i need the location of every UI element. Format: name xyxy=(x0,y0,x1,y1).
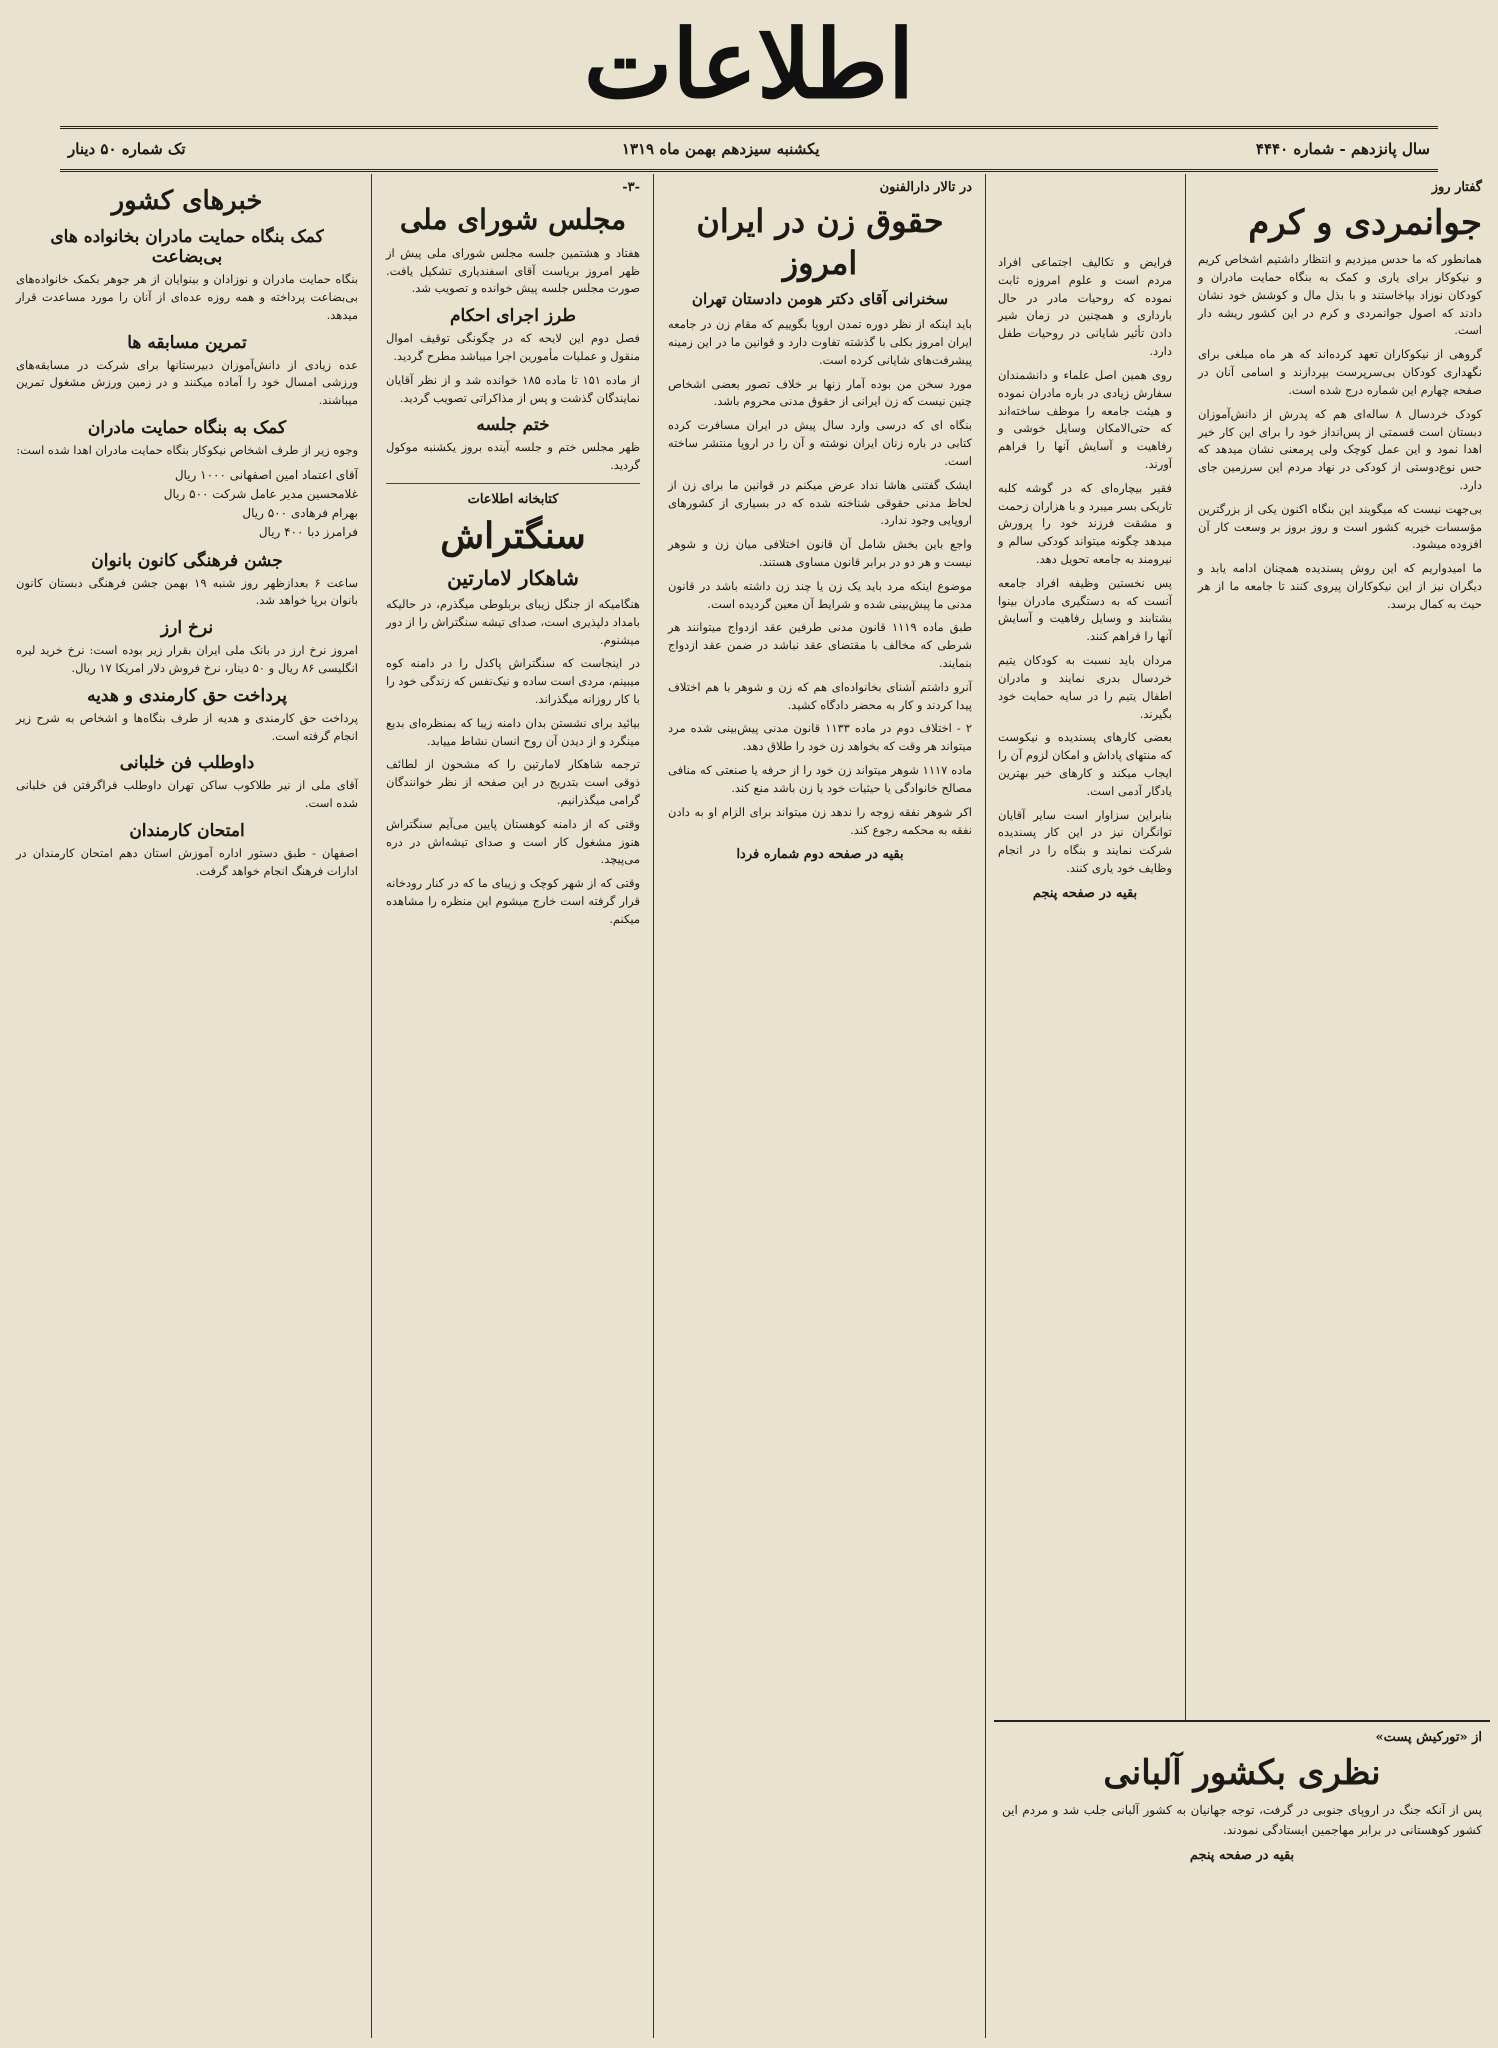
issue-price: تک شماره ۵۰ دینار xyxy=(68,140,186,158)
news-item-text: وجوه زیر از طرف اشخاص نیکوکار بنگاه حمایت مادران اهدا شده است: xyxy=(16,442,358,457)
column-rule xyxy=(985,174,986,2038)
news-item-title: کمک به بنگاه حمایت مادران xyxy=(87,417,287,438)
majlis-paragraph: هفتاد و هشتمین جلسه مجلس شورای ملی پیش از ظهر امروز بریاست آقای اسفندیاری تشکیل یافت. صورت مجلس جلسه پیش خوانده و تصویب شد. xyxy=(386,245,640,296)
news-item-text: ساعت ۶ بعدازظهر روز شنبه ۱۹ بهمن جشن فرهنگی دبستان کانون بانوان برپا خواهد شد. xyxy=(16,575,359,608)
story-paragraph: وقتی که از شهر کوچک و زیبای ما که در کنار رودخانه قرار گرفته است خارج میشوم این منظره را مشاهده میکنم. xyxy=(386,876,640,926)
majlis-headline: مجلس شورای ملی xyxy=(399,203,627,236)
editorial-paragraph: فرایض و تکالیف اجتماعی افراد مردم است و علوم امروزه ثابت نموده که روحیات مادر در حال بارداری و همچنین در زمان شیر دادن تأثیر شایانی در روحیات طفل دارد. xyxy=(998,255,1172,359)
editorial-paragraph: بنابراین سزاوار است سایر آقایان توانگران نیز در این کار پسندیده شرکت نمایند و بنگاه را در انجام وظایف خود یاری کنند. xyxy=(998,807,1172,875)
majlis-column xyxy=(378,174,648,2040)
albania-article xyxy=(994,1720,1490,2040)
news-item-title: نرخ ارز xyxy=(160,618,214,639)
news-headline: خبرهای کشور xyxy=(111,186,263,216)
news-item-title: پرداخت حق کارمندی و هدیه xyxy=(87,685,287,706)
news-item-title: تمرین مسابقه ها xyxy=(127,332,247,353)
story-headline: سنگتراش xyxy=(440,515,586,558)
donation-list xyxy=(16,466,358,543)
story-paragraph: بیائید برای نشستن بدان دامنه زیبا که بمنظره‌ای بدیع مینگرد و از دیدن آن روح انسان نشاط مییابد. xyxy=(386,715,640,748)
news-item-title: جشن فرهنگی کانون بانوان xyxy=(91,550,283,571)
lecture-paragraph: باید اینکه از نظر دوره تمدن اروپا بگوییم که مقام زن در جامعه ایران امروز بکلی با گذشته تفاوت دارد و قوانین ما در این زمینه پیشرفت‌های شایانی کرده است. xyxy=(668,317,972,367)
continued-note: بقیه در صفحه دوم شماره فردا xyxy=(736,847,904,863)
news-column xyxy=(8,174,366,2040)
news-item-text: عده زیادی از دانش‌آموزان دبیرستانها برای شرکت در مسابقه‌های ورزشی امسال خود را آماده میکنند و در زمین ورزش مشغول تمرین میباشند. xyxy=(16,357,358,408)
lecture-paragraph: ماده ۱۱۱۷ شوهر میتواند زن خود را از حرفه یا صنعتی که منافی مصالح خانوادگی یا حیثیات خود یا زن باشد منع کند. xyxy=(668,763,973,795)
story-paragraph: در اینجاست که سنگتراش پاکدل را در دامنه کوه میبینم، مردی است ساده و نیک‌نفس که زندگی خود را با کار روزانه میگذراند. xyxy=(386,656,640,706)
albania-paragraph: پس از آنکه جنگ در اروپای جنوبی در گرفت، توجه جهانیان به کشور آلبانی جلب شد و مردم این کشور کوهستانی در برابر مهاجمین ایستادگی نمودند. xyxy=(1002,1803,1482,1837)
editorial-paragraph: کودک خردسال ۸ ساله‌ای هم که پدرش از دانش‌آموزان دبستان است قسمتی از پس‌انداز خود را برای این کار خیر اهدا نمود و این عمل کوچک ولی پرمعنی نشان میدهد که حس نوع‌دوستی از کودکی در نهاد مردم این سرزمین جای دارد. xyxy=(1198,406,1482,492)
editorial-paragraph: روی همین اصل علماء و دانشمندان سفارش زیادی در باره مادران نموده و هیئت جامعه را موظف ساخته‌اند که حتی‌الامکان وسایل خوشی و رفاهیت و آسایش آنها را فراهم آورند. xyxy=(998,367,1172,471)
editorial-headline: جوانمردی و کرم xyxy=(1248,203,1482,243)
lecture-article xyxy=(660,174,980,2040)
news-item-text: آقای ملی از نیر طلاکوب ساکن تهران داوطلب فراگرفتن فن خلبانی شده است. xyxy=(16,778,358,811)
lecture-paragraph: ایشک گفتنی هاشا نداد عرض میکنم در قوانین ما برای زن از لحاظ مدنی حقوقی شناخته شده که در بسیاری از کشورهای اروپایی وجود ندارد. xyxy=(668,477,972,528)
donation-entry: غلامحسین مدیر عامل شرکت ۵۰۰ ریال xyxy=(163,486,358,501)
lecture-paragraph: موضوع اینکه مرد باید یک زن یا چند زن داشته باشد در قانون مدنی ما پیش‌بینی شده و شرایط آن معین گردیده است. xyxy=(668,578,972,611)
donation-entry: بهرام فرهادی ۵۰۰ ریال xyxy=(242,506,358,521)
column-rule xyxy=(653,174,654,2038)
majlis-section: طرز اجرای احکام xyxy=(450,306,576,327)
issue-date: یکشنبه سیزدهم بهمن ماه ۱۳۱۹ xyxy=(621,140,820,158)
majlis-section: ختم جلسه xyxy=(476,415,550,436)
column-rule xyxy=(371,174,372,2038)
lecture-paragraph: مورد سخن من بوده آمار زنها بر خلاف تصور بعضی اشخاص چنین نیست که زن ایرانی از حقوق مدنی محروم باشد. xyxy=(668,376,972,409)
editorial-kicker: گفتار روز xyxy=(1431,180,1482,195)
editorial-paragraph: فقیر بیچاره‌ای که در گوشه کلبه تاریکی بسر میبرد و با هزاران زحمت و مشقت فرزند خود را پرورش میدهد چگونه میتواند کودکی سالم و نیرومند به جامعه تحویل دهد. xyxy=(998,480,1172,566)
news-item-title: امتحان کارمندان xyxy=(129,821,245,842)
story-paragraph: وقتی که از دامنه کوهستان پایین می‌آیم سنگتراش هنوز مشغول کار است و صدای تیشه‌اش در دره می‌پیچد. xyxy=(386,816,640,867)
editorial-paragraph: بعضی کارهای پسندیده و نیکوست که منتهای پاداش و امکان لزوم آن را ایجاب میکند و کارهای خیر بهترین یادگار آدمی است. xyxy=(998,730,1172,798)
dateline xyxy=(60,126,1438,172)
story-paragraph: هنگامیکه از جنگل زیبای بربلوطی میگذرم، در حالیکه بامداد دلپذیری است، صدای تیشه سنگتراش را از دور میشنوم. xyxy=(386,596,640,647)
continued-note: بقیه در صفحه پنجم xyxy=(1189,1848,1295,1864)
newspaper-logo: اطلاعات xyxy=(583,10,915,120)
editorial-paragraph: بی‌جهت نیست که میگویند این بنگاه اکنون یکی از بزرگترین مؤسسات خیریه کشور است و روز بروز بر وسعت کار آن افزوده میشود. xyxy=(1198,501,1482,552)
lecture-paragraph: ۲ - اختلاف دوم در ماده ۱۱۳۳ قانون مدنی پیش‌بینی شده مرد میتواند هر وقت که بخواهد زن خود را طلاق دهد. xyxy=(668,721,972,754)
editorial-paragraph: پس نخستین وظیفه افراد جامعه آنست که به دستگیری مادران بینوا بشتابند و وسایل رفاهیت و آسایش آنها را فراهم کنند. xyxy=(998,575,1172,644)
lecture-paragraph: اکر شوهر نفقه زوجه را ندهد زن میتواند برای الزام او به دادن نفقه به محکمه رجوع کند. xyxy=(668,804,972,837)
story-subheadline: شاهکار لامارتین xyxy=(447,565,579,590)
news-item-text: اصفهان - طبق دستور اداره آموزش استان دهم امتحان کارمندان در ادارات فرهنگ انجام خواهد گرفت. xyxy=(16,846,358,878)
continued-note: بقیه در صفحه پنجم xyxy=(1032,885,1138,901)
donation-entry: آقای اعتماد امین اصفهانی ۱۰۰۰ ریال xyxy=(174,467,358,482)
lecture-paragraph: بنگاه ای که درسی وارد سال پیش در ایران مسافرت کرده کتابی در باره زنان ایران نوشته و آن را در اروپا منتشر ساخته است. xyxy=(668,418,972,468)
majlis-paragraph: فصل دوم این لایحه که در چگونگی توقیف اموال منقول و عملیات مأمورین اجرا میباشد مطرح گردید. xyxy=(386,331,640,364)
majlis-paragraph: از ماده ۱۵۱ تا ماده ۱۸۵ خوانده شد و از نظر آقایان نمایندگان گذشت و پس از مذاکراتی تصویب گردید. xyxy=(386,372,641,405)
issue-number: سال پانزدهم - شماره ۴۴۴۰ xyxy=(1255,140,1430,158)
majlis-paragraph: ظهر مجلس ختم و جلسه آینده بروز یکشنبه موکول گردید. xyxy=(386,440,640,473)
albania-kicker: از «تورکیش پست» xyxy=(1375,1730,1482,1745)
editorial-paragraph: ما امیدواریم که این روش پسندیده همچنان ادامه یابد و دیگران نیز از این نیکوکاران پیروی کنند تا جامعه ما از هر حیث به کمال برسد. xyxy=(1198,561,1482,611)
lecture-headline: حقوق زن در ایران امروز xyxy=(696,202,944,282)
news-item-title: کمک بنگاه حمایت مادران بخانواده های بی‌بضاعت xyxy=(50,227,324,268)
divider xyxy=(386,483,640,484)
lecture-paragraph: آنرو داشتم آشنای بخانواده‌ای هم که زن و شوهر با هم اختلاف پیدا کردند و کار به محضر دادگاه کشید. xyxy=(668,679,972,712)
news-item-text: پرداخت حق کارمندی و هدیه از طرف بنگاه‌ها و اشخاص به شرح زیر انجام گرفته است. xyxy=(16,710,358,743)
editorial-paragraph: همانطور که ما حدس میزدیم و انتظار داشتیم اشخاص کریم و نیکوکار برای یاری و کمک به بنگاه حمایت مادران و کودکان نوزاد بپاخاستند و با بذل مال و کوشش خود نشان دادند که اصول جوانمردی و کرم در این کشور ریشه دار است. xyxy=(1198,252,1482,338)
albania-headline: نظری بکشور آلبانی xyxy=(1103,1753,1381,1793)
donation-entry: فرامرز دبا ۴۰۰ ریال xyxy=(258,525,358,540)
library-kicker: کتابخانه اطلاعات xyxy=(467,492,559,508)
editorial-paragraph: مردان باید نسبت به کودکان یتیم خردسال بدری نمایند و مادران اطفال یتیم را در سایه حمایت خود بگیرند. xyxy=(998,653,1172,721)
news-item-text: امروز نرخ ارز در بانک ملی ایران بقرار زیر بوده است: نرخ خرید لیره انگلیسی ۸۶ ریال و ۵۰ دینار، نرخ فروش دلار امریکا ۱۷ ریال. xyxy=(16,643,358,675)
news-item-title: داوطلب فن خلبانی xyxy=(119,753,255,774)
lecture-paragraph: واجع باین بخش شامل آن قانون اختلافی میان زن و شوهر نیست و هر دو در برابر قانون مساوی هستند. xyxy=(668,537,972,569)
story-paragraph: ترجمه شاهکار لامارتین را که مشحون از لطائف ذوقی است بتدریج در این صفحه از نظر خوانندگان گرامی میگذرانیم. xyxy=(386,757,640,808)
lecture-paragraph: طبق ماده ۱۱۱۹ قانون مدنی طرفین عقد ازدواج میتوانند هر شرطی که مخالف با مقتضای عقد نباشد در ضمن عقد ازدواج بنمایند. xyxy=(668,620,972,670)
lecture-byline: سخنرانی آقای دکتر هومن دادستان تهران xyxy=(691,290,949,309)
news-item-text: بنگاه حمایت مادران و نوزادان و بینوایان از هر جوهر بکمک خانواده‌های بی‌بضاعت پرداخته و همه روزه عده‌ای از آنان را مورد مساعدت قرار میدهد. xyxy=(16,272,358,322)
masthead xyxy=(0,10,1498,120)
lecture-kicker: در تالار دارالفنون xyxy=(879,180,972,195)
editorial-paragraph: گروهی از نیکوکاران تعهد کرده‌اند که هر ماه مبلغی برای نگهداری کودکان بی‌سرپرست بپردازند و اسامی آنان در صفحه چهارم این شماره درج شده است. xyxy=(1198,347,1482,397)
page-number: -۳- xyxy=(622,180,640,195)
